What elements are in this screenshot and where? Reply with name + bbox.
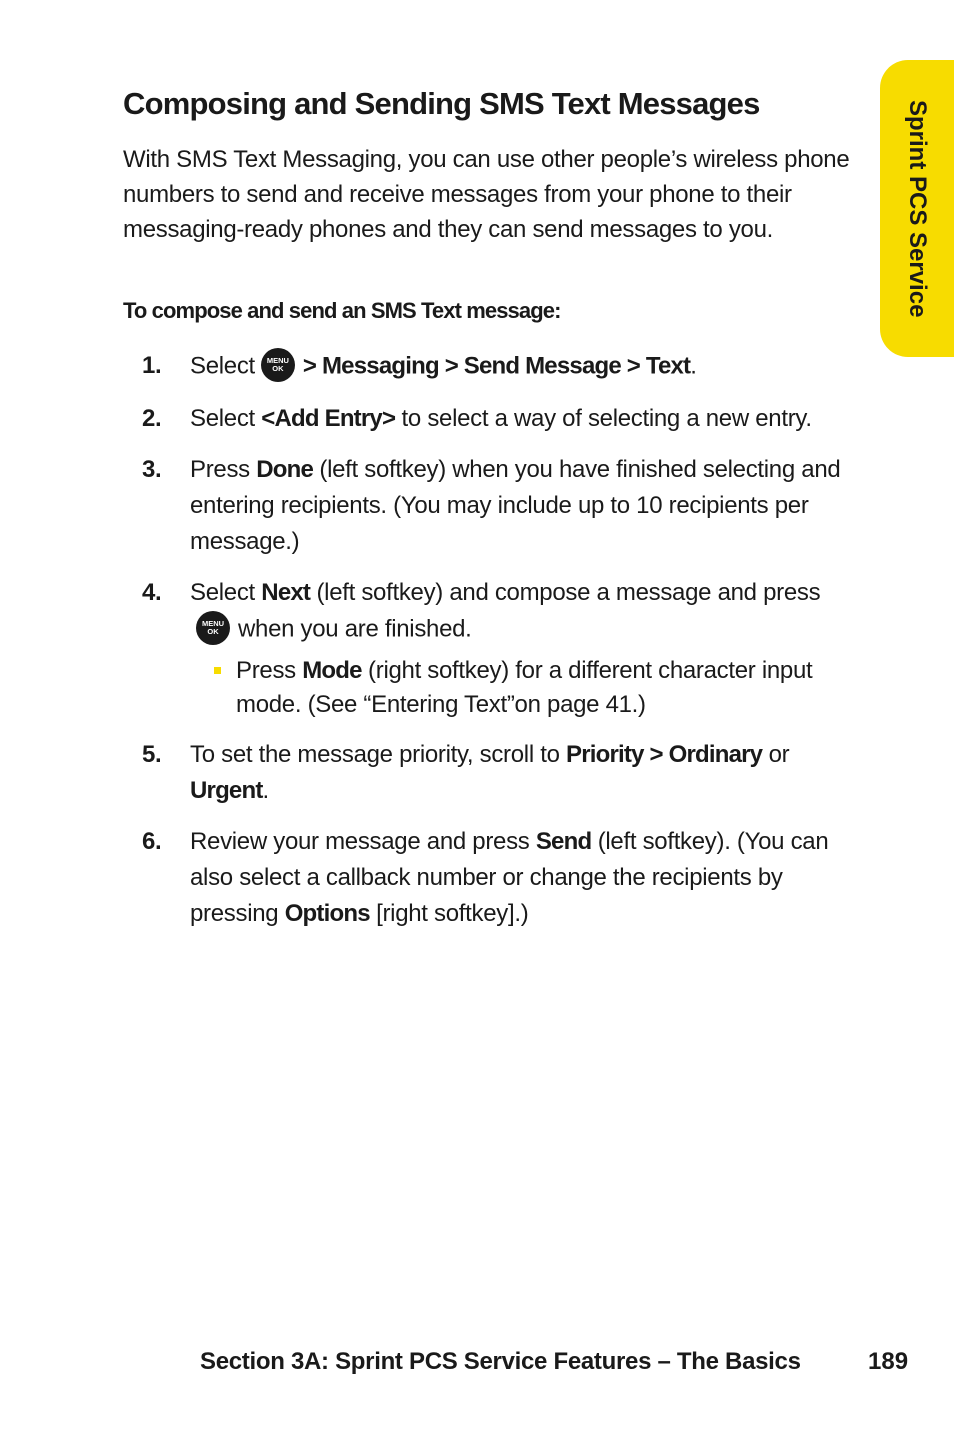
menu-icon-bottom: OK — [272, 364, 284, 373]
step-text: when you are finished. — [238, 615, 472, 643]
step-keyword: Options — [284, 900, 370, 927]
step-list — [140, 348, 865, 947]
step-1 — [140, 348, 865, 386]
step-text: (left softkey) and compose a message and press — [310, 579, 821, 606]
step-keyword: Send — [535, 828, 592, 855]
bullet-text: Press — [236, 657, 303, 684]
page-title: Composing and Sending SMS Text Messages — [123, 86, 760, 121]
step-text: to select a way of selecting a new entry. — [395, 405, 812, 432]
footer-section-title: Section 3A: Sprint PCS Service Features – The Basics — [200, 1348, 801, 1375]
step-number: 2. — [142, 405, 162, 432]
step-text: Select — [190, 579, 262, 606]
step-text: (left softkey). (You can also select a callback number or change the recipients by pressing — [190, 828, 829, 927]
menu-path: > Messaging > Send Message > Text — [302, 352, 691, 380]
menu-ok-key-icon — [196, 611, 230, 645]
step-number: 6. — [142, 828, 162, 855]
bullet-square-icon — [214, 667, 221, 674]
step-text: Press — [190, 456, 257, 483]
step-text: . — [690, 352, 697, 380]
step-text: Review your message and press — [190, 828, 536, 855]
menu-icon-top: MENU — [266, 356, 289, 365]
step-text: To set the message priority, scroll to — [190, 741, 567, 768]
page-number: 189 — [868, 1348, 909, 1375]
bullet-keyword: Mode — [302, 657, 362, 684]
step-text: Select — [190, 352, 255, 380]
step-text: or — [762, 741, 790, 768]
sub-bullet — [190, 654, 865, 722]
step-text: [right softkey].) — [369, 900, 529, 927]
step-6 — [140, 824, 865, 932]
step-keyword: Urgent — [190, 777, 263, 804]
menu-icon-bottom: OK — [207, 627, 219, 636]
step-keyword: Next — [261, 579, 311, 606]
section-side-tab — [880, 60, 954, 357]
step-number: 5. — [142, 741, 162, 768]
step-text: . — [262, 777, 269, 804]
step-3 — [140, 452, 865, 560]
side-tab-label: Sprint PCS Service — [904, 100, 931, 318]
step-text: (left softkey) when you have finished selecting and entering recipients. (You may include up to 10 recipients per message.) — [190, 456, 841, 555]
procedure-heading: To compose and send an SMS Text message: — [123, 298, 561, 323]
step-keyword: Priority > Ordinary — [566, 741, 763, 768]
step-5 — [140, 737, 865, 809]
step-4 — [140, 575, 865, 722]
step-number: 4. — [142, 579, 162, 606]
intro-paragraph: With SMS Text Messaging, you can use other people’s wireless phone numbers to send and receive messages from your phone to their messaging-ready phones and they can send messages to you. — [123, 146, 850, 243]
bullet-text: (right softkey) for a different character input mode. (See “Entering Text”on page 41.) — [236, 657, 813, 718]
menu-icon-top: MENU — [201, 619, 225, 628]
step-number: 3. — [142, 456, 162, 483]
menu-ok-key-icon — [261, 348, 295, 382]
step-text: Select — [190, 405, 262, 432]
step-2 — [140, 401, 865, 437]
step-number: 1. — [142, 352, 162, 379]
step-keyword: Done — [256, 456, 314, 483]
step-keyword: <Add Entry> — [261, 405, 396, 432]
